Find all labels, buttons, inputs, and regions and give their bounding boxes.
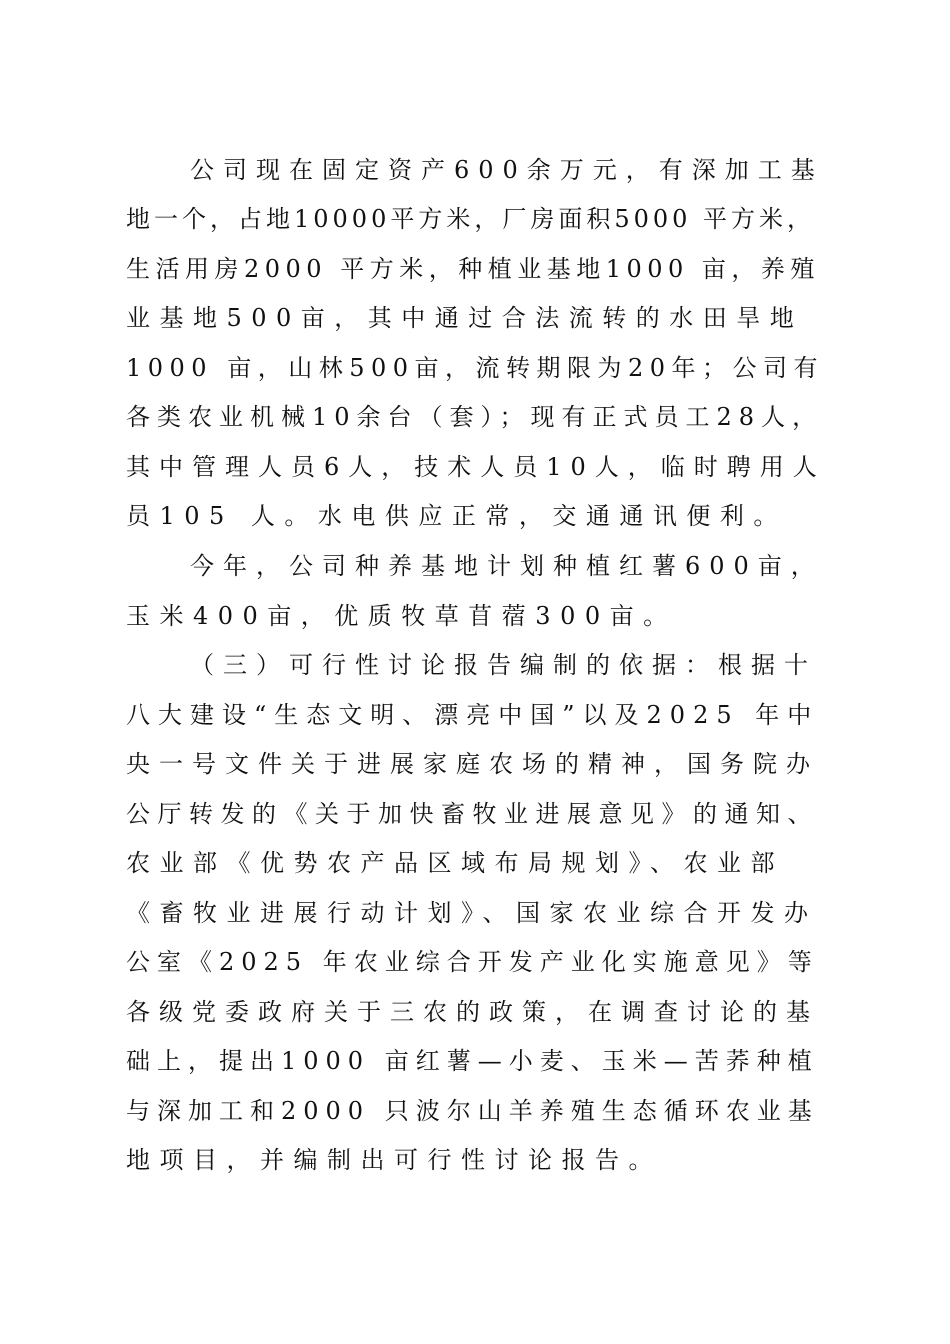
paragraph-2-line-2: 玉米400亩，优质牧草苜蓿300亩。 <box>126 602 677 630</box>
paragraph-1-line-1: 公司现在固定资产600余万元，有深加工基 <box>190 156 824 184</box>
paragraph-2-line-1: 今年，公司种养基地计划种植红薯600亩， <box>190 552 824 580</box>
paragraph-3-line-11: 地项目，并编制出可行性讨论报告。 <box>126 1146 662 1174</box>
paragraph-1-line-4: 业基地500亩，其中通过合法流转的水田旱地 <box>126 304 804 332</box>
paragraph-3-line-3: 央一号文件关于进展家庭农场的精神，国务院办 <box>126 750 819 778</box>
paragraph-3-line-9: 础上，提出1000 亩红薯—小麦、玉米—苦荞种植 <box>126 1047 819 1075</box>
paragraph-1-line-7: 其中管理人员6人，技术人员10人，临时聘用人 <box>126 453 826 481</box>
paragraph-3-line-5: 农业部《优势农产品区域布局规划》、农业部 <box>126 849 784 877</box>
paragraph-3-line-7: 公室《2025 年农业综合开发产业化实施意见》等 <box>126 948 819 976</box>
paragraph-3-line-1: （三）可行性讨论报告编制的依据：根据十 <box>190 651 817 679</box>
paragraph-3-line-10: 与深加工和2000 只波尔山羊养殖生态循环农业基 <box>126 1097 819 1125</box>
paragraph-1-line-5: 1000 亩，山林500亩，流转期限为20年；公司有 <box>126 354 825 382</box>
paragraph-3-line-6: 《畜牧业进展行动计划》、国家农业综合开发办 <box>126 899 818 927</box>
paragraph-3-line-8: 各级党委政府关于三农的政策，在调查讨论的基 <box>126 998 819 1026</box>
paragraph-3-line-4: 公厅转发的《关于加快畜牧业进展意见》的通知、 <box>126 800 819 828</box>
paragraph-1-line-3: 生活用房2000 平方米，种植业基地1000 亩，养殖 <box>126 255 820 283</box>
paragraph-1-line-8: 员105 人。水电供应正常，交通通讯便利。 <box>126 502 787 530</box>
paragraph-1-line-2: 地一个，占地10000平方米，厂房面积5000 平方米， <box>126 205 816 233</box>
paragraph-3-line-2: 八大建设“生态文明、漂亮中国”以及2025 年中 <box>126 701 820 729</box>
paragraph-1-line-6: 各类农业机械10余台（套）；现有正式员工28人， <box>126 403 824 431</box>
